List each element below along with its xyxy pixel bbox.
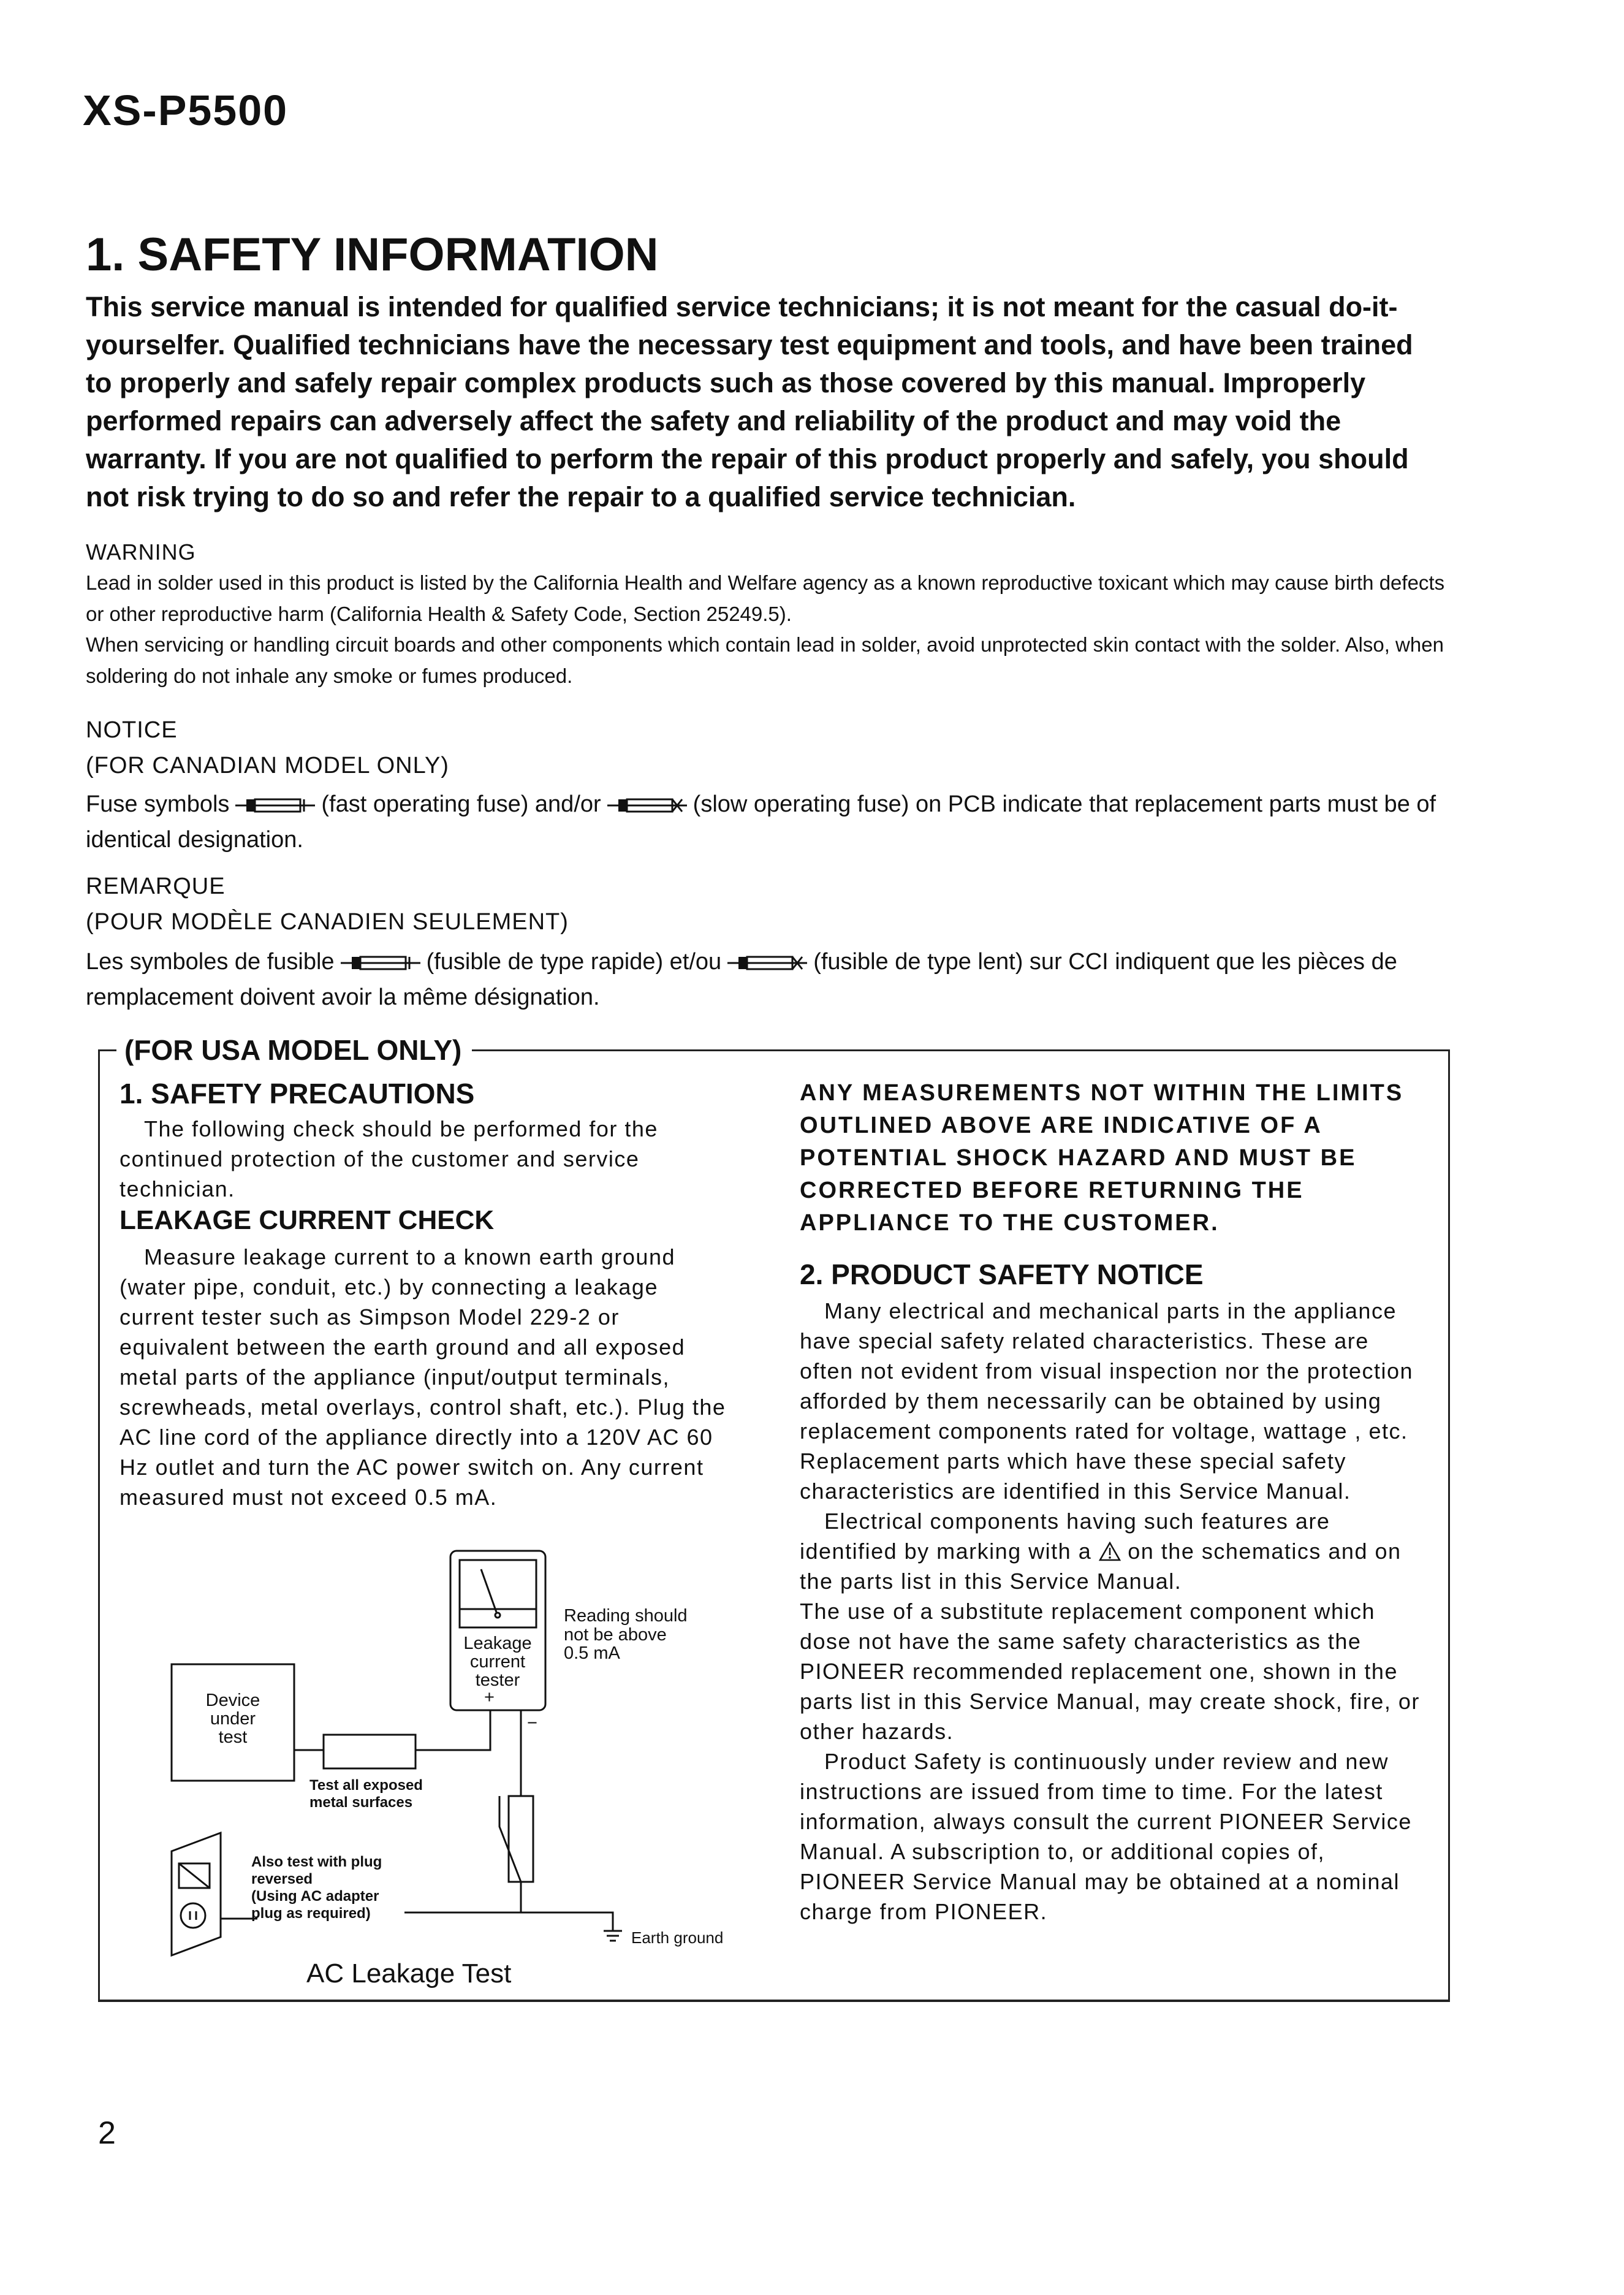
- safety-intro-paragraph: This service manual is intended for qualified service technicians; it is not meant for the casual do-it-yourselfer. Qualified technicians have the necessary test equipment and tools, and have been trained to properly and safely repair complex products such as those covered by this manual. Improperly performed repairs can adversely affect the safety and reliability of the product and may void the warranty. If you are not qualified to perform the repair of this product properly and safely, you should not risk trying to do so and refer the repair to a qualified service technician.: [86, 291, 1413, 512]
- warning-label: WARNING: [86, 539, 196, 565]
- diagram-caption: AC Leakage Test: [306, 1958, 512, 1989]
- product-safety-notice-title: 2. PRODUCT SAFETY NOTICE: [800, 1258, 1204, 1290]
- box-top-border: [472, 1049, 1448, 1051]
- test-surfaces-label: metal surfaces: [309, 1794, 413, 1811]
- test-surfaces-label: Test all exposed: [309, 1777, 423, 1794]
- box-top-border: [98, 1049, 116, 1051]
- limits-warning-text: ANY MEASUREMENTS NOT WITHIN THE LIMITS OUTLINED ABOVE ARE INDICATIVE OF A POTENTIAL SHOCK HAZARD AND MUST BE CORRECTED BEFORE RETURNING THE APPLIANCE TO THE CUSTOMER.: [800, 1080, 1404, 1236]
- notice-text-2: (fast operating fuse) and/or: [321, 791, 601, 817]
- notice-subtitle: (FOR CANADIAN MODEL ONLY): [86, 753, 449, 778]
- notice-paragraph: [800, 1506, 1425, 1596]
- earth-ground-label: Earth ground: [631, 1928, 724, 1947]
- device-label: Device: [205, 1691, 260, 1710]
- plug-reverse-label: plug as required): [251, 1905, 371, 1922]
- notice-fuse-text: [86, 786, 1446, 858]
- usa-model-label: (FOR USA MODEL ONLY): [120, 1033, 466, 1067]
- tester-label: current: [469, 1652, 526, 1672]
- remarque-text-3: (fusible de type lent) sur CCI indiquent que les pièces de remplacement doivent avoir la même désignation.: [86, 949, 1397, 1010]
- notice-text-3: (slow operating fuse) on PCB indicate that replacement parts must be of identical designation.: [86, 791, 1436, 853]
- safety-precautions-title: 1. SAFETY PRECAUTIONS: [120, 1078, 475, 1109]
- model-number: XS-P5500: [83, 86, 289, 134]
- device-label: under: [210, 1709, 256, 1729]
- notice-paragraph: Many electrical and mechanical parts in the appliance have special safety related characteristics. These are often not evident from visual inspection nor the protection afforded by them necessarily can be obtained by using replacement components rated for voltage, wattage , etc. Replacement parts which have these special safety characteristics are identified in this Service Manual.: [800, 1298, 1414, 1504]
- remarque-text-2: (fusible de type rapide) et/ou: [426, 949, 722, 975]
- notice-label: NOTICE: [86, 717, 178, 743]
- notice-text-1: Fuse symbols: [86, 791, 230, 817]
- reading-label: not be above: [564, 1625, 667, 1645]
- slow-fuse-icon: [727, 955, 807, 971]
- notice-paragraph-part: on the schematics and on the parts list in this Service Manual.: [800, 1539, 1402, 1594]
- reading-label: Reading should: [564, 1606, 688, 1626]
- warning-triangle-icon: [1099, 1542, 1121, 1561]
- test-probe: [324, 1735, 415, 1768]
- safety-precautions-text: The following check should be performed for the continued protection of the customer and service technician.: [120, 1116, 658, 1201]
- fast-fuse-icon: [341, 955, 420, 971]
- page-number: 2: [98, 2115, 116, 2151]
- remarque-label: REMARQUE: [86, 873, 226, 899]
- fast-fuse-icon: [235, 797, 315, 813]
- device-label: test: [218, 1727, 248, 1747]
- reading-label: 0.5 mA: [564, 1643, 620, 1663]
- remarque-text-1: Les symboles de fusible: [86, 949, 335, 975]
- plug-reverse-label: Also test with plug: [251, 1854, 382, 1870]
- ac-leakage-test-diagram: [159, 1539, 772, 1980]
- warning-paragraph-1: Lead in solder used in this product is listed by the California Health and Welfare agency as a known reproductive toxicant which may cause birth defects or other reproductive harm (California Health & Safety Code, Section 25249.5).: [86, 571, 1445, 625]
- notice-paragraph: The use of a substitute replacement component which dose not have the same safety characteristics as the PIONEER recommended replacement one, shown in the parts list in this Service Manual, may create shock, fire, or other hazards.: [800, 1599, 1420, 1744]
- plus-terminal-label: +: [484, 1688, 495, 1707]
- tester-label: Leakage: [463, 1634, 532, 1653]
- leakage-check-title: LEAKAGE CURRENT CHECK: [120, 1205, 495, 1235]
- earth-probe: [509, 1796, 533, 1882]
- wall-outlet: [172, 1833, 221, 1955]
- product-safety-notice-text: [800, 1296, 1425, 1927]
- plug-reverse-label: (Using AC adapter: [251, 1888, 379, 1905]
- minus-terminal-label: −: [527, 1713, 537, 1733]
- remarque-subtitle: (POUR MODÈLE CANADIEN SEULEMENT): [86, 909, 569, 935]
- notice-paragraph: Product Safety is continuously under review and new instructions are issued from time to time. For the latest information, always consult the current PIONEER Service Manual. A subscription to, or additional copies of, PIONEER Service Manual may be obtained at a nominal charge from PIONEER.: [800, 1749, 1412, 1924]
- slow-fuse-icon: [607, 797, 687, 813]
- warning-paragraph-2: When servicing or handling circuit boards and other components which contain lead in solder, avoid unprotected skin contact with the solder. Also, when soldering do not inhale any smoke or fumes produced.: [86, 633, 1444, 687]
- section-title-safety: 1. SAFETY INFORMATION: [86, 229, 659, 281]
- tester-label: tester: [475, 1670, 520, 1690]
- plug-reverse-label: reversed: [251, 1871, 313, 1887]
- meter-needle: [481, 1569, 496, 1612]
- notice-paragraph-part: Electrical components having such features are identified by marking with a: [800, 1509, 1330, 1564]
- remarque-fuse-text: [86, 944, 1446, 1015]
- leakage-check-text: Measure leakage current to a known earth ground (water pipe, conduit, etc.) by connecting a leakage current tester such as Simpson Model 229-2 or equivalent between the earth ground and all exposed metal parts of the appliance (input/output terminals, screwheads, metal overlays, control shaft, etc.). Plug the AC line cord of the appliance directly into a 120V AC 60 Hz outlet and turn the AC power switch on. Any current measured must not exceed 0.5 mA.: [120, 1244, 726, 1510]
